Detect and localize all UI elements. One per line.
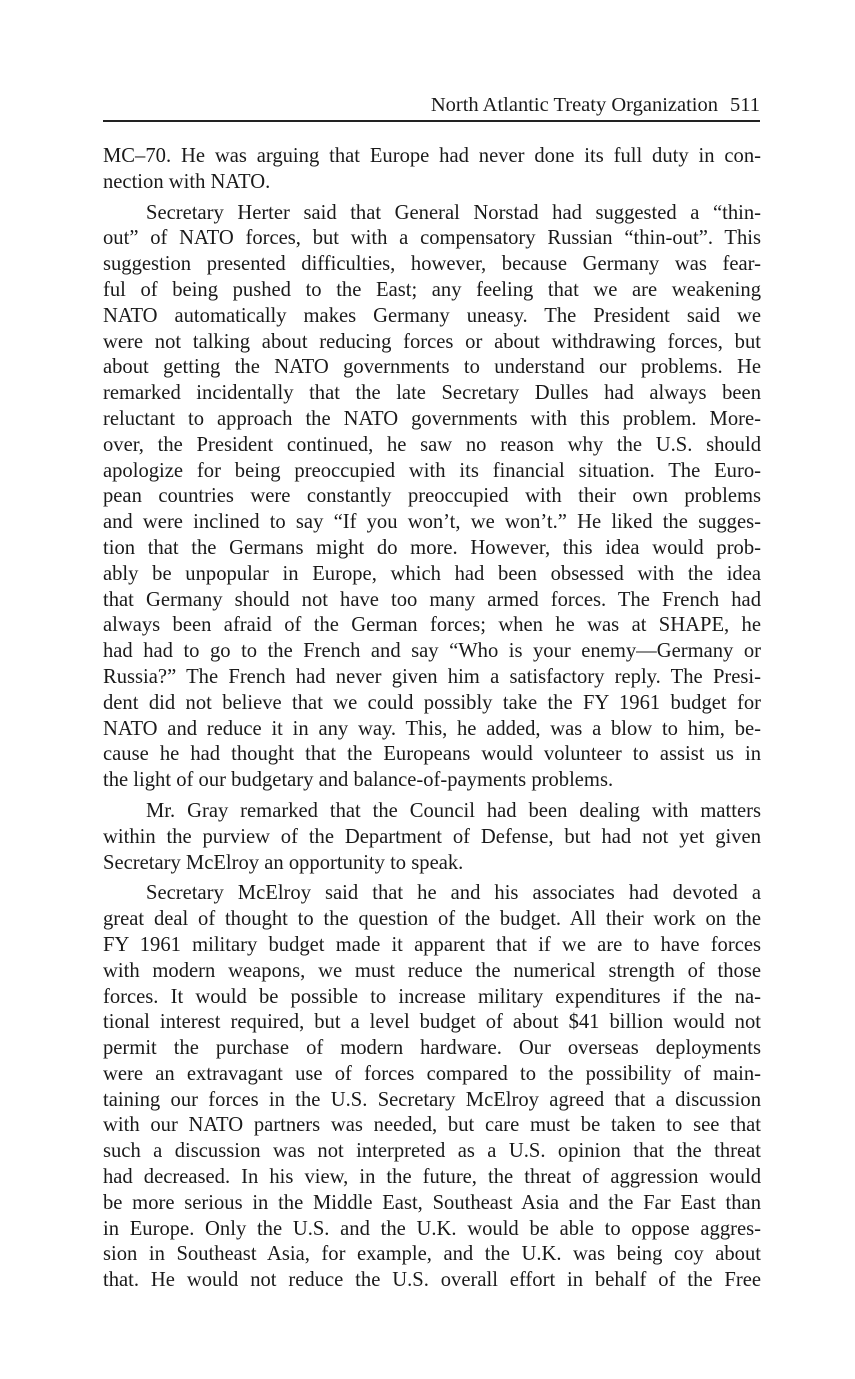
text-line: nection with NATO. bbox=[103, 170, 271, 193]
text-line: the light of our budgetary and balance-of-payments problems. bbox=[103, 769, 614, 792]
text-line: had decreased. In his view, in the future, the threat of aggression would bbox=[103, 1166, 761, 1189]
text-line: sion in Southeast Asia, for example, and the U.K. was being coy about bbox=[103, 1243, 761, 1266]
text-line: such a discussion was not interpreted as a U.S. opinion that the threat bbox=[103, 1140, 761, 1163]
text-line: Secretary McElroy an opportunity to speak. bbox=[103, 851, 464, 874]
text-line: taining our forces in the U.S. Secretary McElroy agreed that a discussion bbox=[103, 1088, 761, 1111]
text-line: Mr. Gray remarked that the Council had been dealing with matters bbox=[146, 799, 761, 822]
text-line: ably be unpopular in Europe, which had been obsessed with the idea bbox=[103, 562, 761, 585]
paragraph bbox=[103, 144, 761, 196]
text-line: be more serious in the Middle East, Southeast Asia and the Far East than bbox=[103, 1191, 761, 1214]
text-line: forces. It would be possible to increase military expenditures if the na- bbox=[103, 985, 761, 1008]
text-line: that. He would not reduce the U.S. overall effort in behalf of the Free bbox=[103, 1269, 761, 1292]
text-line: ful of being pushed to the East; any feeling that we are weakening bbox=[103, 278, 761, 301]
body-text bbox=[103, 144, 761, 1299]
paragraph bbox=[103, 201, 761, 794]
text-line: NATO and reduce it in any way. This, he added, was a blow to him, be- bbox=[103, 717, 761, 740]
paragraph bbox=[103, 881, 761, 1294]
text-line: MC–70. He was arguing that Europe had never done its full duty in con- bbox=[103, 145, 761, 167]
text-line: Russia?” The French had never given him a satisfactory reply. The Presi- bbox=[103, 665, 761, 688]
text-line: reluctant to approach the NATO governments with this problem. More- bbox=[103, 407, 761, 430]
text-line: dent did not believe that we could possibly take the FY 1961 budget for bbox=[103, 691, 761, 714]
text-line: and were inclined to say “If you won’t, we won’t.” He liked the sugges- bbox=[103, 511, 761, 534]
text-line: pean countries were constantly preoccupied with their own problems bbox=[103, 485, 761, 508]
text-line: in Europe. Only the U.S. and the U.K. would be able to oppose aggres- bbox=[103, 1217, 761, 1240]
text-line: that Germany should not have too many armed forces. The French had bbox=[103, 588, 761, 611]
text-line: about getting the NATO governments to understand our problems. He bbox=[103, 356, 761, 379]
page-number: 511 bbox=[730, 94, 760, 116]
text-line: remarked incidentally that the late Secretary Dulles had always been bbox=[103, 382, 761, 405]
text-line: Secretary Herter said that General Norstad had suggested a “thin- bbox=[146, 201, 761, 224]
text-line: over, the President continued, he saw no reason why the U.S. should bbox=[103, 433, 761, 456]
text-line: Secretary McElroy said that he and his associates had devoted a bbox=[146, 882, 761, 905]
text-line: were not talking about reducing forces or about withdrawing forces, but bbox=[103, 330, 761, 353]
text-line: had had to go to the French and say “Who is your enemy—Germany or bbox=[103, 640, 761, 663]
running-title: North Atlantic Treaty Organization bbox=[430, 94, 718, 116]
text-line: were an extravagant use of forces compared to the possibility of main- bbox=[103, 1062, 761, 1085]
text-line: within the purview of the Department of Defense, but had not yet given bbox=[103, 825, 761, 848]
text-line: out” of NATO forces, but with a compensatory Russian “thin-out”. This bbox=[103, 227, 761, 250]
text-line: with our NATO partners was needed, but care must be taken to see that bbox=[103, 1114, 761, 1137]
paragraph bbox=[103, 799, 761, 876]
text-line: NATO automatically makes Germany uneasy. The President said we bbox=[103, 304, 761, 327]
text-line: cause he had thought that the Europeans would volunteer to assist us in bbox=[103, 743, 761, 766]
text-line: suggestion presented difficulties, however, because Germany was fear- bbox=[103, 253, 761, 276]
text-line: tional interest required, but a level budget of about $41 billion would not bbox=[103, 1011, 761, 1034]
text-line: permit the purchase of modern hardware. Our overseas deployments bbox=[103, 1037, 761, 1060]
text-line: great deal of thought to the question of the budget. All their work on the bbox=[103, 908, 761, 931]
text-line: apologize for being preoccupied with its financial situation. The Euro- bbox=[103, 459, 761, 482]
running-header bbox=[103, 90, 760, 122]
text-line: always been afraid of the German forces; when he was at SHAPE, he bbox=[103, 614, 761, 637]
text-line: with modern weapons, we must reduce the numerical strength of those bbox=[103, 959, 761, 982]
text-line: tion that the Germans might do more. However, this idea would prob- bbox=[103, 536, 761, 559]
text-line: FY 1961 military budget made it apparent that if we are to have forces bbox=[103, 933, 761, 956]
